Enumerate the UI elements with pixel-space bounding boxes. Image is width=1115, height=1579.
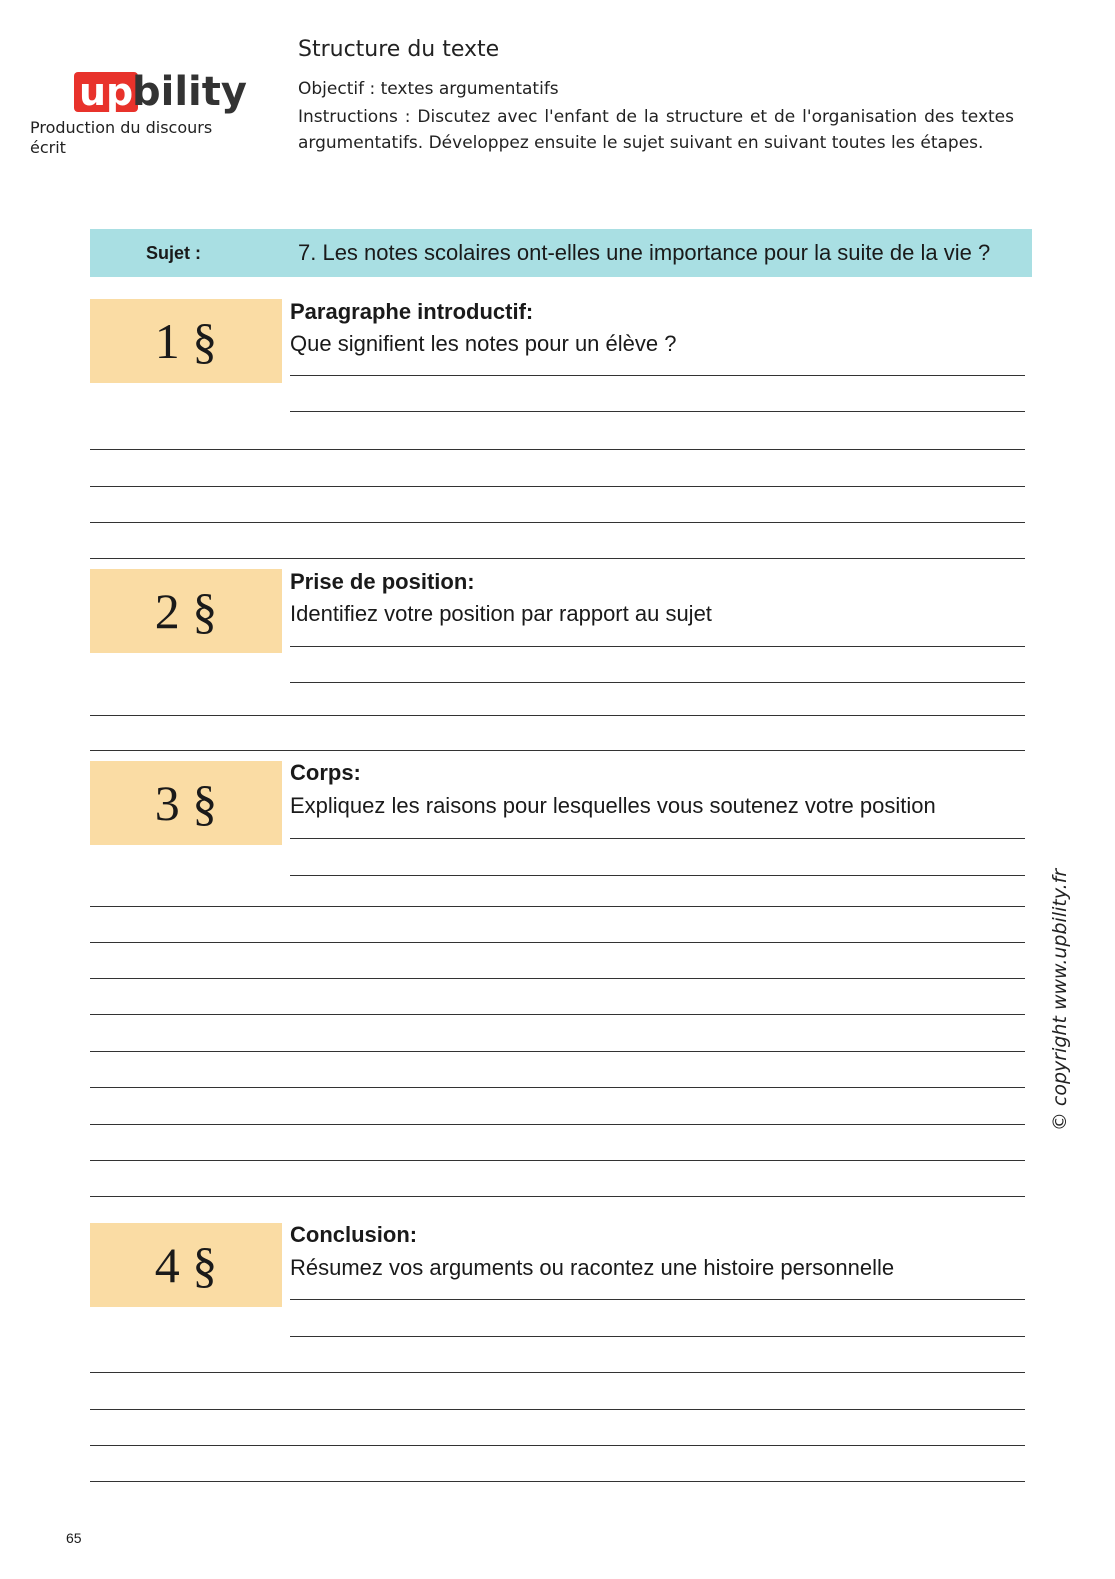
writing-line[interactable] bbox=[90, 1196, 1025, 1197]
section-2-number-box: 2 § bbox=[90, 569, 282, 653]
writing-line[interactable] bbox=[290, 375, 1025, 376]
logo-wordmark: bility bbox=[132, 69, 247, 115]
logo-up-mark: up bbox=[74, 72, 138, 112]
section-4-number-box: 4 § bbox=[90, 1223, 282, 1307]
section-4-prompt: Résumez vos arguments ou racontez une histoire personnelle bbox=[290, 1255, 895, 1280]
writing-line[interactable] bbox=[90, 486, 1025, 487]
writing-line[interactable] bbox=[290, 411, 1025, 412]
writing-line[interactable] bbox=[90, 1409, 1025, 1410]
section-3-number-box: 3 § bbox=[90, 761, 282, 845]
writing-line[interactable] bbox=[290, 1299, 1025, 1300]
upbility-logo bbox=[74, 69, 247, 115]
writing-line[interactable] bbox=[90, 1014, 1025, 1015]
writing-line[interactable] bbox=[90, 1481, 1025, 1482]
writing-line[interactable] bbox=[290, 875, 1025, 876]
logo-subtitle: Production du discours écrit bbox=[30, 118, 213, 157]
section-2-title: Prise de position: bbox=[290, 569, 475, 594]
writing-line[interactable] bbox=[90, 1160, 1025, 1161]
writing-line[interactable] bbox=[90, 942, 1025, 943]
writing-line[interactable] bbox=[90, 1445, 1025, 1446]
section-1-title: Paragraphe introductif: bbox=[290, 299, 534, 324]
writing-line[interactable] bbox=[90, 715, 1025, 716]
subject-label: Sujet : bbox=[146, 243, 202, 263]
section-3-title: Corps: bbox=[290, 760, 361, 785]
subject-text: 7. Les notes scolaires ont-elles une importance pour la suite de la vie ? bbox=[298, 240, 991, 265]
page-number: 65 bbox=[66, 1530, 82, 1546]
writing-line[interactable] bbox=[90, 906, 1025, 907]
subject-bar bbox=[90, 229, 1032, 277]
writing-line[interactable] bbox=[290, 838, 1025, 839]
writing-line[interactable] bbox=[90, 558, 1025, 559]
page-title: Structure du texte bbox=[298, 37, 500, 62]
writing-line[interactable] bbox=[90, 1372, 1025, 1373]
copyright-notice: © copyright www.upbility.fr bbox=[1049, 868, 1071, 1132]
writing-line[interactable] bbox=[90, 1051, 1025, 1052]
writing-line[interactable] bbox=[90, 1087, 1025, 1088]
writing-line[interactable] bbox=[90, 449, 1025, 450]
section-2-prompt: Identifiez votre position par rapport au sujet bbox=[290, 601, 712, 626]
section-3-prompt: Expliquez les raisons pour lesquelles vous soutenez votre position bbox=[290, 793, 936, 818]
writing-line[interactable] bbox=[90, 1124, 1025, 1125]
writing-line[interactable] bbox=[290, 1336, 1025, 1337]
section-1-prompt: Que signifient les notes pour un élève ? bbox=[290, 331, 677, 356]
instructions-text: Instructions : Discutez avec l'enfant de la structure et de l'organisation des textes argumentatifs. Développez ensuite le sujet suivant en suivant toutes les étapes. bbox=[298, 107, 1014, 153]
objective-text: Objectif : textes argumentatifs bbox=[298, 79, 559, 99]
writing-line[interactable] bbox=[90, 750, 1025, 751]
writing-line[interactable] bbox=[290, 646, 1025, 647]
section-1-number-box: 1 § bbox=[90, 299, 282, 383]
writing-line[interactable] bbox=[290, 682, 1025, 683]
writing-line[interactable] bbox=[90, 978, 1025, 979]
writing-line[interactable] bbox=[90, 522, 1025, 523]
section-4-title: Conclusion: bbox=[290, 1222, 418, 1247]
